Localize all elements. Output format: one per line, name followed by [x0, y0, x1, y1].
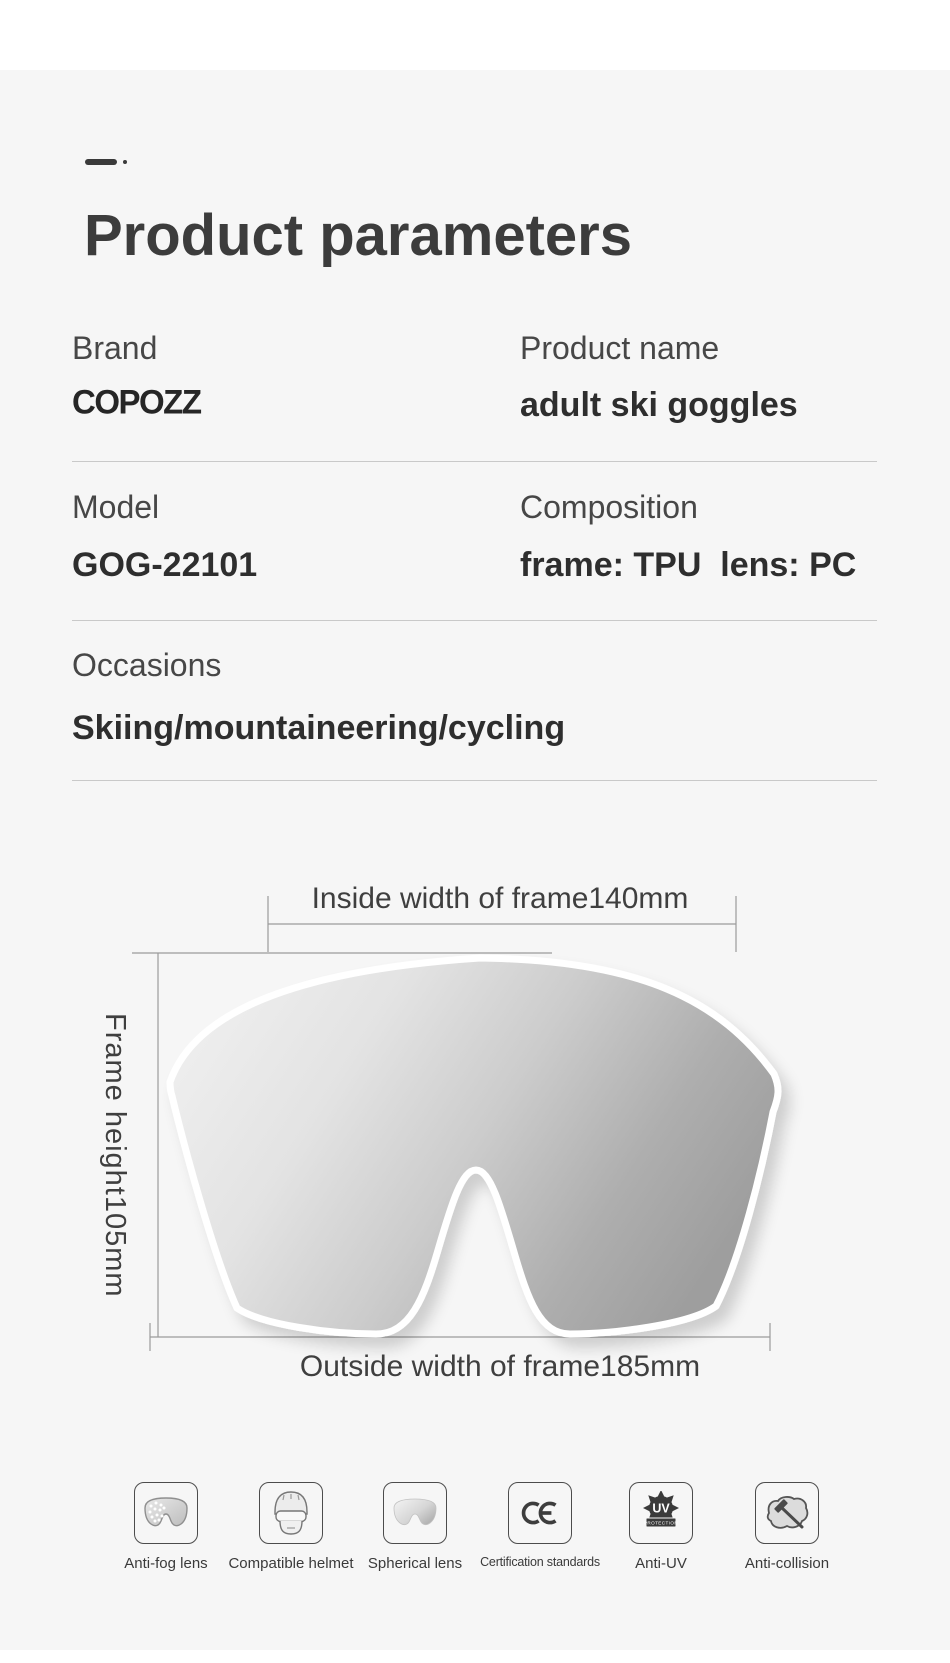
ce-mark-icon — [508, 1482, 572, 1544]
outside-width-dimension-label: Outside width of frame185mm — [299, 1350, 701, 1383]
anti-collision-icon — [755, 1482, 819, 1544]
model-value: GOG-22101 — [72, 546, 258, 584]
feature-label: Anti-UV — [635, 1555, 687, 1572]
page-title: Product parameters — [84, 203, 632, 268]
divider — [72, 461, 877, 462]
feature-anti-collision — [712, 1482, 862, 1572]
uv-protection-icon — [629, 1482, 693, 1544]
composition-label: Composition — [520, 489, 698, 525]
product-name-value: adult ski goggles — [520, 386, 798, 424]
product-name-label: Product name — [520, 330, 720, 366]
brand-logo: COPOZZ — [72, 382, 201, 421]
inside-width-dimension-label: Inside width of frame140mm — [311, 882, 689, 915]
divider — [72, 780, 877, 781]
divider — [72, 620, 877, 621]
feature-label: Certification standards — [480, 1555, 600, 1569]
feature-label: Anti-collision — [744, 1555, 830, 1572]
svg-text:PROTECTION: PROTECTION — [643, 1520, 679, 1526]
compatible-helmet-icon — [259, 1482, 323, 1544]
anti-fog-lens-icon — [134, 1482, 198, 1544]
goggle-lens-illustration — [170, 958, 778, 1334]
spherical-lens-icon — [383, 1482, 447, 1544]
dot-icon — [123, 160, 127, 164]
dash-dot-mark — [85, 159, 127, 165]
feature-label: Compatible helmet — [228, 1555, 354, 1572]
dash-icon — [85, 159, 117, 165]
bottom-white-band — [0, 1650, 950, 1663]
feature-label: Spherical lens — [367, 1555, 463, 1572]
model-label: Model — [72, 489, 160, 525]
occasions-value: Skiing/mountaineering/cycling — [72, 709, 566, 747]
composition-value: frame: TPU lens: PC — [520, 546, 857, 584]
feature-label: Anti-fog lens — [124, 1555, 208, 1572]
brand-label: Brand — [72, 330, 158, 366]
occasions-label: Occasions — [72, 647, 222, 683]
frame-height-dimension-label: Frame height105mm — [99, 1013, 131, 1298]
svg-text:UV: UV — [652, 1501, 670, 1516]
